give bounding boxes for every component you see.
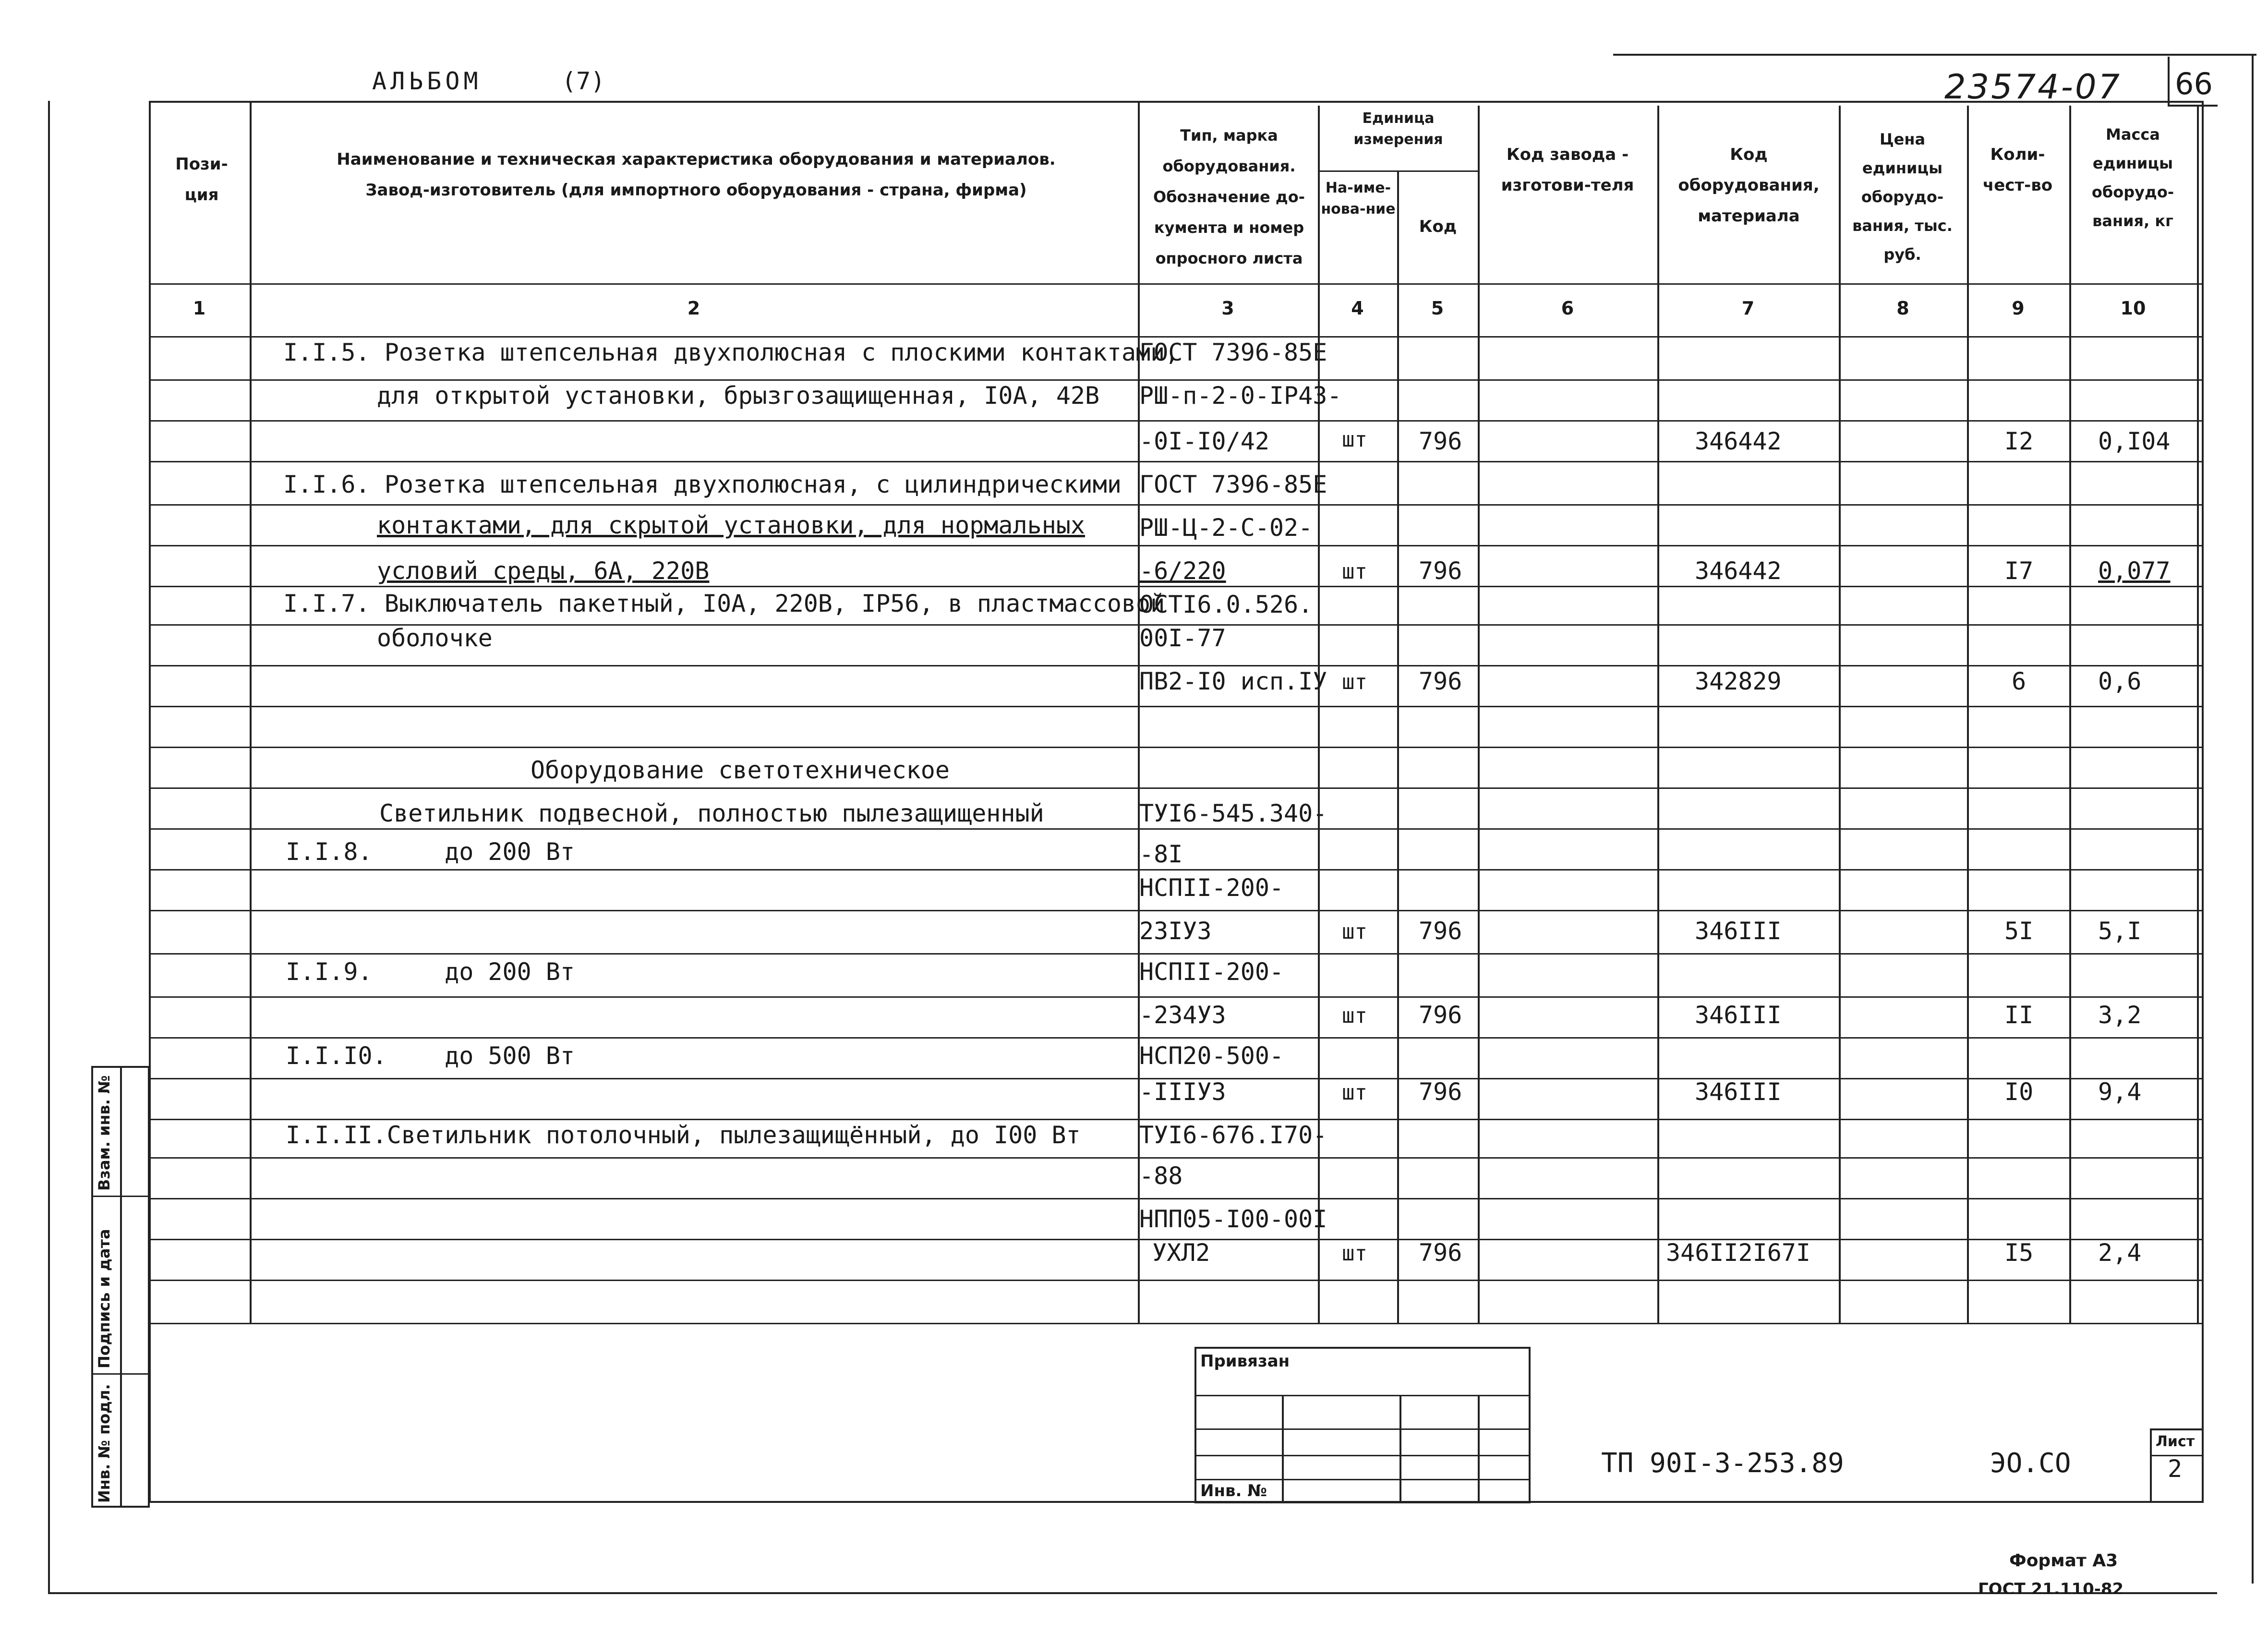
- row-doc: РШ-Ц-2-С-02-: [1139, 514, 1313, 542]
- row-doc: -234У3: [1139, 1001, 1226, 1029]
- row-name: I.I.II.Светильник потолочный, пылезащищённый, до I00 Вт: [286, 1121, 1081, 1149]
- row-unit: шт: [1342, 559, 1367, 584]
- row-equipment-code: 342829: [1695, 667, 1782, 695]
- col-number: 6: [1561, 298, 1574, 319]
- row-line: [149, 706, 2204, 707]
- col-header-unit-code: Код: [1419, 217, 1457, 236]
- header-divider: [149, 283, 2204, 285]
- row-line: [149, 1037, 2204, 1039]
- row-line: [149, 996, 2204, 998]
- row-doc: ОСТI6.0.526.: [1139, 591, 1313, 618]
- stamp-sign-date: Подпись и дата: [95, 1229, 113, 1368]
- col-number: 1: [193, 298, 206, 319]
- row-name: I.I.5. Розетка штепсельная двухполюсная с плоскими контактами,: [283, 339, 1180, 366]
- row-doc: НСП20-500-: [1139, 1042, 1284, 1070]
- row-unit: шт: [1342, 427, 1367, 452]
- row-doc: НСПII-200-: [1139, 874, 1284, 902]
- row-unit-code: 796: [1419, 1239, 1462, 1267]
- row-doc: ГОСТ 7396-85Е: [1139, 471, 1327, 498]
- row-line: [149, 545, 2204, 546]
- row-equipment-code: 346II2I67I: [1666, 1239, 1811, 1267]
- col-header-name: Наименование и техническая характеристика оборудования и материалов. Завод-изготовитель (для импортного оборудования - страна, фирма): [337, 150, 1056, 200]
- row-equipment-code: 346442: [1695, 427, 1782, 455]
- col-number: 8: [1896, 298, 1909, 319]
- col-divider: [1967, 106, 1969, 1323]
- album-label: АЛЬБОМ: [372, 67, 482, 95]
- row-doc: 00I-77: [1139, 624, 1226, 652]
- row-doc: -6/220: [1139, 557, 1226, 585]
- col-number: 10: [2120, 298, 2146, 319]
- row-quantity: I5: [2004, 1239, 2034, 1267]
- bound-divider: [1194, 1455, 1531, 1456]
- col-header-position: Пози- ция: [175, 155, 228, 205]
- bound-divider: [1194, 1428, 1531, 1430]
- row-name: условий среды, 6А, 220В: [377, 557, 710, 585]
- bound-divider: [1399, 1395, 1401, 1503]
- row-doc: РШ-п-2-0-IP43-: [1139, 382, 1342, 410]
- row-name: оболочке: [377, 624, 493, 652]
- row-doc: НПП05-I00-00I: [1139, 1205, 1327, 1233]
- row-unit-code: 796: [1419, 667, 1462, 695]
- col-number: 7: [1741, 298, 1755, 319]
- row-unit-code: 796: [1419, 1078, 1462, 1106]
- row-line: [149, 828, 2204, 830]
- row-name: для открытой установки, брызгозащищенная, I0А, 42В: [377, 382, 1100, 410]
- row-name: I.I.9. до 200 Вт: [286, 958, 575, 986]
- row-quantity: I2: [2004, 427, 2034, 455]
- row-mass: 5,I: [2098, 917, 2142, 945]
- row-line: [149, 504, 2204, 506]
- row-equipment-code: 346III: [1695, 917, 1782, 945]
- col-divider: [2069, 106, 2071, 1323]
- col-number: 9: [2012, 298, 2025, 319]
- doc-number: 23574-07: [1944, 67, 2122, 107]
- row-unit-code: 796: [1419, 1001, 1462, 1029]
- row-line: [149, 586, 2204, 587]
- format-label: Формат А3: [2009, 1551, 2118, 1571]
- col-number: 4: [1351, 298, 1364, 319]
- row-mass: 9,4: [2098, 1078, 2142, 1106]
- row-unit: шт: [1342, 670, 1367, 694]
- stamp-divider: [120, 1066, 122, 1508]
- col-header-equipment-code: Код оборудования, материала: [1678, 145, 1820, 226]
- row-line: [149, 420, 2204, 422]
- row-line: [149, 1323, 2204, 1324]
- row-line: [149, 869, 2204, 871]
- row-unit: шт: [1342, 1241, 1367, 1266]
- row-quantity: II: [2004, 1001, 2034, 1029]
- row-name: Светильник подвесной, полностью пылезащищенный: [379, 799, 1044, 827]
- inv-label: Инв. №: [1200, 1481, 1267, 1500]
- row-line: [149, 665, 2204, 666]
- col-header-unit-name: На-име-нова-ние: [1321, 180, 1396, 218]
- row-unit-code: 796: [1419, 557, 1462, 585]
- col-header-factory-code: Код завода - изготови-теля: [1501, 145, 1634, 195]
- row-doc: ГОСТ 7396-85Е: [1139, 339, 1327, 366]
- row-name: I.I.7. Выключатель пакетный, I0А, 220В, IP56, в пластмассовой: [283, 590, 1165, 617]
- row-line: [149, 910, 2204, 911]
- col-header-mass: Масса единицы оборудо-вания, кг: [2091, 125, 2174, 230]
- sheet-right-border: [2252, 54, 2254, 1584]
- sheet-number: 66: [2175, 66, 2213, 101]
- row-doc: ПВ2-I0 исп.IУ: [1139, 667, 1327, 695]
- col-header-doc: Тип, марка оборудования. Обозначение до-кумента и номер опросного листа: [1153, 126, 1305, 267]
- row-doc: 23IУ3: [1139, 917, 1212, 945]
- row-equipment-code: 346III: [1695, 1001, 1782, 1029]
- col-header-quantity: Коли-чест-во: [1982, 145, 2053, 195]
- row-unit: шт: [1342, 1080, 1367, 1105]
- col-number: 5: [1431, 298, 1444, 319]
- bound-divider: [1194, 1479, 1531, 1480]
- row-name: I.I.6. Розетка штепсельная двухполюсная, с цилиндрическими: [283, 471, 1122, 498]
- row-line: [149, 787, 2204, 789]
- gost-label: ГОСТ 21.110-82: [1978, 1580, 2124, 1594]
- row-mass: 0,077: [2098, 557, 2171, 585]
- unit-group-divider: [1318, 170, 1478, 172]
- stamp-replace-inv: Взам. инв. №: [95, 1075, 113, 1191]
- bound-divider: [1282, 1395, 1284, 1503]
- row-line: [149, 1198, 2204, 1199]
- row-doc: -IIIУ3: [1139, 1078, 1226, 1106]
- bound-label: Привязан: [1200, 1352, 1290, 1371]
- row-mass: 3,2: [2098, 1001, 2142, 1029]
- row-line: [149, 747, 2204, 748]
- stamp-inv-orig: Инв. № подл.: [95, 1384, 113, 1503]
- col-number: 3: [1221, 298, 1234, 319]
- row-mass: 0,I04: [2098, 427, 2171, 455]
- project-code: ТП 90I-3-253.89: [1601, 1448, 1844, 1479]
- row-line: [149, 1119, 2204, 1120]
- sheet-value: 2: [2168, 1455, 2183, 1483]
- row-doc: -0I-I0/42: [1139, 427, 1269, 455]
- bound-divider: [1478, 1395, 1480, 1503]
- row-quantity: I7: [2004, 557, 2034, 585]
- row-doc: ТУI6-676.I70-: [1139, 1121, 1327, 1149]
- col-header-unit-group: Единица измерения: [1353, 110, 1443, 148]
- row-mass: 2,4: [2098, 1239, 2142, 1267]
- row-doc: НСПII-200-: [1139, 958, 1284, 986]
- row-unit: шт: [1342, 919, 1367, 944]
- row-doc: -8I: [1139, 840, 1183, 868]
- album-number: (7): [562, 67, 605, 95]
- sheet-label: Лист: [2156, 1433, 2195, 1450]
- bound-divider: [1194, 1395, 1531, 1396]
- row-quantity: I0: [2004, 1078, 2034, 1106]
- sheet-top-border: [1613, 54, 2256, 56]
- col-header-price: Цена единицы оборудо-вания, тыс. руб.: [1852, 130, 1953, 264]
- row-doc: УХЛ2: [1152, 1239, 1210, 1267]
- row-equipment-code: 346III: [1695, 1078, 1782, 1106]
- row-line: [149, 461, 2204, 462]
- section-title: Оборудование светотехническое: [531, 756, 950, 784]
- row-unit: шт: [1342, 1004, 1367, 1028]
- row-name: I.I.8. до 200 Вт: [286, 838, 575, 866]
- doc-mark: ЭО.СО: [1990, 1448, 2071, 1479]
- row-line: [149, 953, 2204, 955]
- row-doc: ТУI6-545.340-: [1139, 799, 1327, 827]
- row-name: контактами, для скрытой установки, для нормальных: [377, 511, 1086, 539]
- col-divider: [1657, 106, 1659, 1323]
- row-unit-code: 796: [1419, 917, 1462, 945]
- col-divider: [1839, 106, 1841, 1323]
- col-divider: [2197, 106, 2199, 1323]
- row-name: I.I.I0. до 500 Вт: [286, 1042, 575, 1070]
- row-line: [149, 379, 2204, 381]
- col-divider: [1478, 106, 1480, 1323]
- row-line: [149, 1280, 2204, 1281]
- row-line: [149, 1157, 2204, 1159]
- row-quantity: 5I: [2004, 917, 2034, 945]
- row-mass: 0,6: [2098, 667, 2142, 695]
- row-unit-code: 796: [1419, 427, 1462, 455]
- col-number: 2: [687, 298, 700, 319]
- col-number-divider: [149, 336, 2204, 338]
- row-quantity: 6: [2012, 667, 2027, 695]
- row-doc: -88: [1139, 1162, 1183, 1190]
- row-equipment-code: 346442: [1695, 557, 1782, 585]
